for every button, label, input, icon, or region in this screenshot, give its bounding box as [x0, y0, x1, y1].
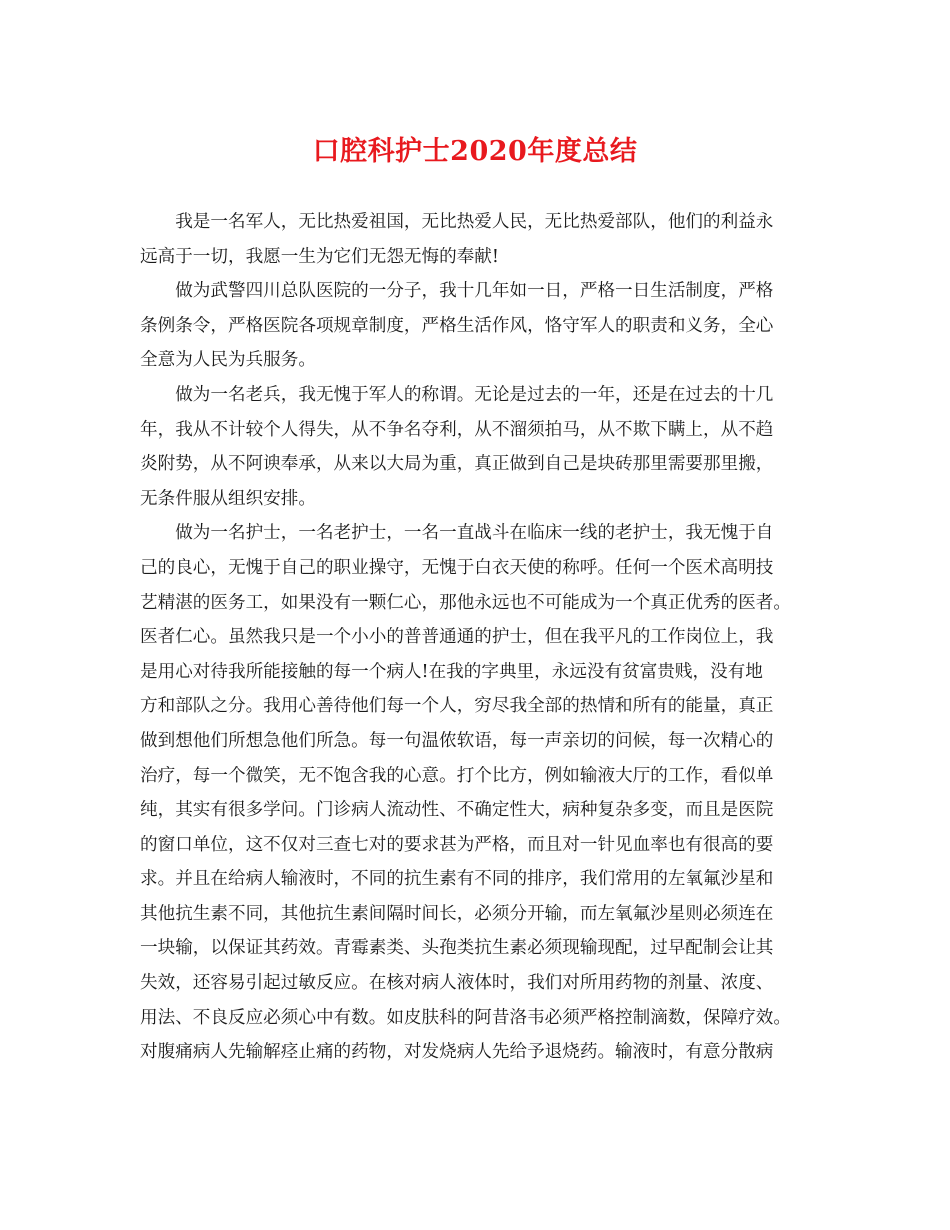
text-line: 做为武警四川总队医院的一分子，我十几年如一日，严格一日生活制度，严格 [140, 281, 774, 302]
document-body [140, 205, 830, 1070]
document-title: 口腔科护士2020年度总结 [312, 136, 638, 167]
text-line: 炎附势，从不阿谀奉承，从来以大局为重，真正做到自己是块砖那里需要那里搬， [140, 454, 774, 475]
text-line: 做到想他们所想急他们所急。每一句温侬软语，每一声亲切的问候，每一次精心的 [140, 730, 774, 751]
text-line: 方和部队之分。我用心善待他们每一个人，穷尽我全部的热情和所有的能量，真正 [140, 696, 774, 717]
text-line: 是用心对待我所能接触的每一个病人!在我的字典里，永远没有贫富贵贱，没有地 [140, 661, 763, 682]
text-line: 我是一名军人，无比热爱祖国，无比热爱人民，无比热爱部队，他们的利益永 [140, 212, 774, 232]
text-line: 无条件服从组织安排。 [140, 488, 316, 509]
text-line: 求。并且在给病人输液时，不同的抗生素有不同的排序，我们常用的左氧氟沙星和 [140, 869, 774, 890]
text-line: 己的良心，无愧于自己的职业操守，无愧于白衣天使的称呼。任何一个医术高明技 [140, 557, 774, 578]
text-line: 纯，其实有很多学问。门诊病人流动性、不确定性大，病种复杂多变，而且是医院 [140, 800, 774, 821]
text-line: 其他抗生素不同，其他抗生素间隔时间长，必须分开输，而左氧氟沙星则必须连在 [140, 903, 774, 924]
text-line: 失效，还容易引起过敏反应。在核对病人液体时，我们对所用药物的剂量、浓度、 [140, 973, 774, 994]
text-line: 全意为人民为兵服务。 [140, 350, 316, 371]
text-line: 远高于一切，我愿一生为它们无怨无悔的奉献! [140, 246, 499, 267]
text-line: 做为一名护士，一名老护士，一名一直战斗在临床一线的老护士，我无愧于自 [140, 523, 774, 544]
text-line: 用法、不良反应必须心中有数。如皮肤科的阿昔洛韦必须严格控制滴数，保障疗效。 [140, 1007, 791, 1028]
text-line: 做为一名老兵，我无愧于军人的称谓。无论是过去的一年，还是在过去的十几 [140, 384, 774, 405]
text-line: 对腹痛病人先输解痉止痛的药物，对发烧病人先给予退烧药。输液时，有意分散病 [140, 1042, 774, 1063]
text-line: 治疗，每一个微笑，无不饱含我的心意。打个比方，例如输液大厅的工作，看似单 [140, 765, 774, 786]
text-line: 条例条令，严格医院各项规章制度，严格生活作风，恪守军人的职责和义务，全心 [140, 315, 774, 336]
text-line: 一块输，以保证其药效。青霉素类、头孢类抗生素必须现输现配，过早配制会让其 [140, 938, 774, 959]
text-line: 的窗口单位，这不仅对三查七对的要求甚为严格，而且对一针见血率也有很高的要 [140, 834, 774, 855]
text-line: 医者仁心。虽然我只是一个小小的普普通通的护士，但在我平凡的工作岗位上，我 [140, 627, 774, 648]
text-line: 艺精湛的医务工，如果没有一颗仁心，那他永远也不可能成为一个真正优秀的医者。 [140, 592, 791, 613]
text-line: 年，我从不计较个人得失，从不争名夺利，从不溜须拍马，从不欺下瞒上，从不趋 [140, 419, 774, 440]
